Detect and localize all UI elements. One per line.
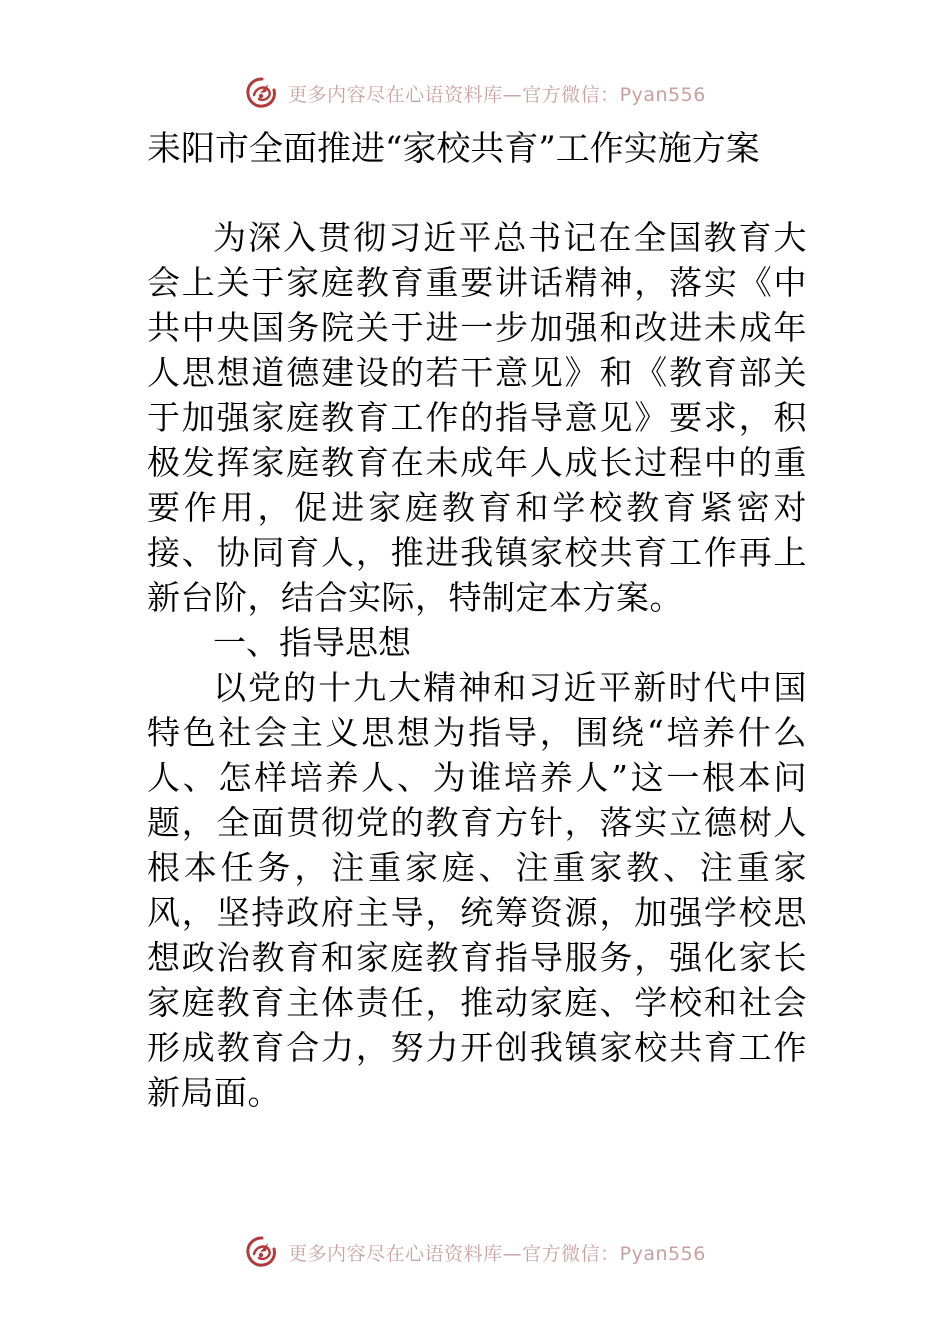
document-body: [147, 125, 807, 1115]
section-paragraph-guiding-ideology: 以党的十九大精神和习近平新时代中国特色社会主义思想为指导，围绕“培养什么人、怎样培养人、为谁培养人”这一根本问题，全面贯彻党的教育方针，落实立德树人根本任务，注重家庭、注重家教、注重家风，坚持政府主导，统筹资源，加强学校思想政治教育和家庭教育指导服务，强化家长家庭教育主体责任，推动家庭、学校和社会形成教育合力，努力开创我镇家校共育工作新局面。: [147, 668, 807, 1112]
section-heading-guiding-ideology: 一、指导思想: [213, 623, 411, 662]
watermark-text: 更多内容尽在心语资料库—官方微信：Pyan556: [288, 83, 706, 106]
stylized-swirl-logo-icon: [244, 1234, 280, 1270]
footer-watermark: [0, 1232, 950, 1272]
intro-paragraph: 为深入贯彻习近平总书记在全国教育大会上关于家庭教育重要讲话精神，落实《中共中央国务院关于进一步加强和改进未成年人思想道德建设的若干意见》和《教育部关于加强家庭教育工作的指导意见》要求，积极发挥家庭教育在未成年人成长过程中的重要作用，促进家庭教育和学校教育紧密对接、协同育人，推进我镇家校共育工作再上新台阶，结合实际，特制定本方案。: [147, 218, 807, 617]
stylized-swirl-logo-icon: [244, 75, 280, 111]
document-title: 耒阳市全面推进“家校共育”工作实施方案: [147, 129, 760, 169]
header-watermark: [0, 73, 950, 113]
watermark-text: 更多内容尽在心语资料库—官方微信：Pyan556: [288, 1242, 706, 1265]
